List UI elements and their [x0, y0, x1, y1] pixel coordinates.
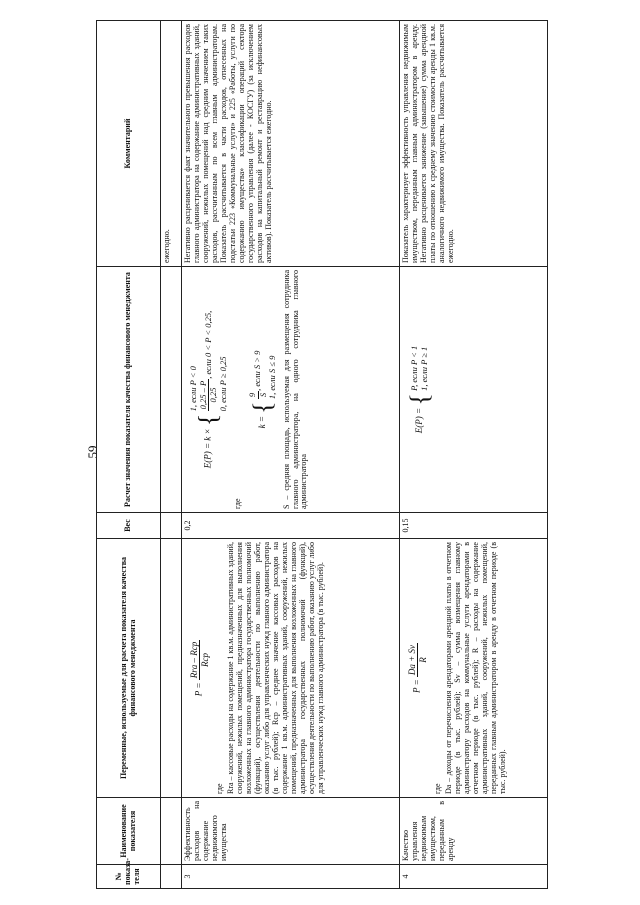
- table-row-3: [182, 21, 400, 889]
- row4-num: 4: [400, 865, 548, 889]
- row4-name: Качество управления недвижимым имуществом, переданным в аренду: [400, 798, 548, 865]
- rotated-page-content: [96, 21, 548, 889]
- row4-formula: P = Da + Sv R: [407, 645, 429, 693]
- row3-calc-formula: E(P) = k × { 1, если P < 0 0,25 – P 0,25 , если 0 < P < 0,25, 0, если P ≥ 0,25: [188, 310, 228, 469]
- row3-formula: P = Rra – Rcp Rcp: [189, 641, 211, 697]
- row3-calculation: E(P) = k × { 1, если P < 0 0,25 – P 0,25 , если 0 < P < 0,25, 0, если P ≥ 0,25 где k = { 9 S , если S > 9 1, если S ≤ 9 S – средняя площадь, используемая для размещения сотрудника главного администратора, на одного сотрудника главного администратора: [182, 267, 400, 513]
- row3-name: Эффективность расходов на содержание недвижимого имущества: [182, 798, 400, 865]
- continued-row: [161, 21, 182, 889]
- table-header-row: [97, 21, 161, 889]
- row3-variables: P = Rra – Rcp Rcp где Rra – кассовые расходы на содержание 1 кв.м. административных зданий, сооружений, нежилых помещений, предназначенных для выполнения возложенных на главного администратора государственных полномочий (функций), осуществления деятельности по выполнению работ, оказанию услуг либо для управленческих нужд главного администратора (в тыс. рублей); Rcp – среднее значение кассовых расходов на содержание 1 кв.м. административных зданий, сооружений, нежилых помещений, предназначенных для выполнения возложенных на главного администратора государственных полномочий (функций), осуществления деятельности по выполнению работ, оказанию услуг либо для управленческих нужд главного администратора (в тыс. рублей).: [182, 539, 400, 798]
- header-variables: Переменные, используемые для расчета показателя качества финансового менеджмента: [97, 539, 161, 798]
- row3-num: 3: [182, 865, 400, 889]
- row4-comment: Показатель характеризует эффективность управления недвижимым имуществом, переданным главным администратором в аренду. Негативно расценивается занижение (завышение) сумма арендной платы по отношению к среднему значению стоимости аренды 1 кв.м. аналогичного недвижимого имущества. Показатель рассчитывается ежегодно.: [400, 21, 548, 267]
- row4-calc-formula: E(P) = { P, если P < 1 1, если P ≥ 1: [405, 345, 434, 434]
- financial-management-table: [96, 20, 548, 889]
- row4-weight: 0,15: [400, 513, 548, 539]
- row3-comment: Негативно расценивается факт значительного превышения расходов главного администратора на содержание административных зданий, сооружений, нежилых помещений над средним значением таких расходов, рассчитанным по всем главным администраторам. Показатель рассчитывается в части расходов, отнесенных на подстатьи 223 «Коммунальные услуги» и 225 «Работы, услуги по содержанию имущества» классификации операций сектора государственного управления (далее - КОСГУ) (за исключением расходов на капитальный ремонт и реставрацию нефинансовых активов). Показатель рассчитывается ежегодно.: [182, 21, 400, 267]
- row3-calc-text: S – средняя площадь, используемая для размещения сотрудника главного администратора, на одного сотрудника главного администратора: [281, 270, 309, 509]
- row3-variables-text: Rra – кассовые расходы на содержание 1 кв.м. административных зданий, сооружений, нежилых помещений, предназначенных для выполнения возложенных на главного администратора государственных полномочий (функций), осуществления деятельности по выполнению работ, оказанию услуг либо для управленческих нужд главного администратора (в тыс. рублей); Rcp – среднее значение кассовых расходов на содержание 1 кв.м. административных зданий, сооружений, нежилых помещений, предназначенных для выполнения возложенных на главного администратора государственных полномочий (функций), осуществления деятельности по выполнению работ, оказанию услуг либо для управленческих нужд главного администратора (в тыс. рублей).: [226, 542, 325, 794]
- header-comment: Комментарий: [97, 21, 161, 267]
- row3-k-formula: k = { 9 S , если S > 9 1, если S ≤ 9: [247, 350, 278, 429]
- row4-variables: P = Da + Sv R где Da – доходы от перечисления арендаторами арендной платы в отчетном периоде (в тыс. рублей); Sv – сумма возмещения главному администратору расходов на коммунальные услуги арендаторами в отчетном периоде (в тыс. рублей); R – расходы на содержание административных зданий, сооружений, нежилых помещений, переданных главным администратором в аренду в отчетном периоде (в тыс. рублей).: [400, 539, 548, 798]
- continued-comment: ежегодно.: [161, 21, 182, 267]
- header-weight: Вес: [97, 513, 161, 539]
- header-calculation: Расчет значения показателя качества финансового менеджмента: [97, 267, 161, 513]
- row4-calculation: [400, 267, 548, 513]
- row4-variables-text: Da – доходы от перечисления арендаторами арендной платы в отчетном периоде (в тыс. рублей); Sv – сумма возмещения главному администратору расходов на коммунальные услуги арендаторами в отчетном периоде (в тыс. рублей); R – расходы на содержание административных зданий, сооружений, нежилых помещений, переданных главным администратором в аренду в отчетном периоде (в тыс. рублей).: [444, 542, 507, 794]
- header-num: № показа-теля: [97, 865, 161, 889]
- header-name: Наименование показателя: [97, 798, 161, 865]
- row3-weight: 0,2: [182, 513, 400, 539]
- table-row-4: [400, 21, 548, 889]
- page-number: 59: [85, 445, 100, 459]
